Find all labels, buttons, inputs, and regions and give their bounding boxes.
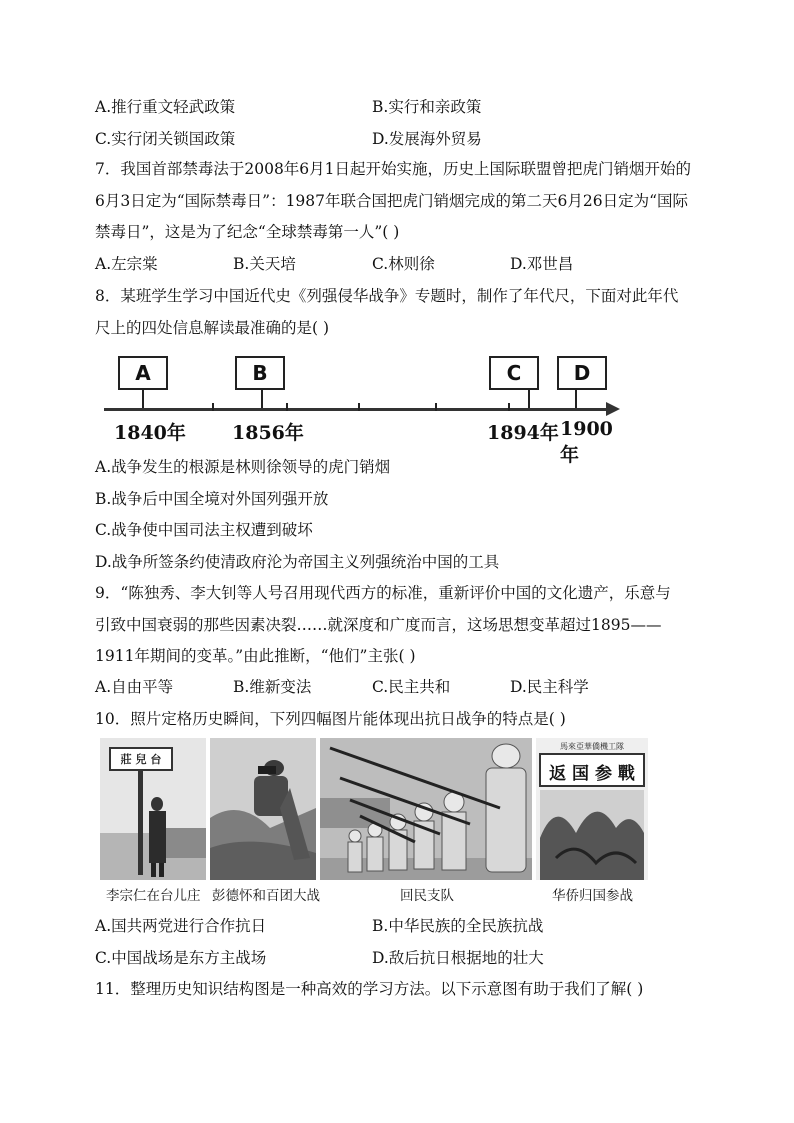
photo-caption-2: 彭德怀和百团大战 bbox=[212, 888, 320, 904]
minor-tick bbox=[435, 403, 437, 411]
photo4-header-text: 馬來亞華僑機工隊 bbox=[560, 742, 624, 751]
timeline-arrowhead bbox=[606, 402, 620, 416]
photo1-sign-text: 莊 兒 台 bbox=[120, 753, 162, 766]
connector-c bbox=[528, 390, 530, 408]
q8-stem-line2: 尺上的四处信息解读最准确的是( ) bbox=[95, 319, 330, 337]
q7-stem-line2: 6月3日定为“国际禁毒日”：1987年联合国把虎门销烟完成的第二天6月26日定为“国际 bbox=[95, 192, 689, 210]
q6-option-a: A.推行重文轻武政策 bbox=[95, 98, 236, 116]
photo-caption-3: 回民支队 bbox=[400, 888, 454, 904]
q7-option-d: D.邓世昌 bbox=[510, 255, 574, 273]
photo-overseas-chinese bbox=[536, 738, 648, 880]
q10-photo-strip bbox=[100, 738, 650, 908]
q7-option-c: C.林则徐 bbox=[372, 255, 435, 273]
connector-b bbox=[261, 390, 263, 408]
timeline-box-c: C bbox=[489, 356, 539, 390]
q9-stem-line1: 9．“陈独秀、李大钊等人号召用现代西方的标准，重新评价中国的文化遗产，乐意与 bbox=[95, 584, 671, 602]
q10-option-a: A.国共两党进行合作抗日 bbox=[95, 917, 267, 935]
q7-option-a: A.左宗棠 bbox=[95, 255, 158, 273]
minor-tick bbox=[508, 403, 510, 411]
q8-option-a: A.战争发生的根源是林则徐领导的虎门销烟 bbox=[95, 458, 391, 476]
timeline-box-b: B bbox=[235, 356, 285, 390]
photo4-title-text: 返 国 参 戰 bbox=[549, 764, 635, 784]
timeline-year-1894: 1894年 bbox=[487, 422, 559, 444]
q9-option-a: A.自由平等 bbox=[95, 678, 174, 696]
timeline-year-1900: 1900年 bbox=[560, 418, 613, 466]
photo-peng-dehuai bbox=[210, 738, 316, 880]
q10-option-d: D.敌后抗日根据地的壮大 bbox=[372, 949, 544, 967]
q9-stem-line2: 引致中国衰弱的那些因素决裂……就深度和广度而言，这场思想变革超过1895—— bbox=[95, 616, 662, 634]
photo-li-zongren bbox=[100, 738, 206, 880]
photo-caption-1: 李宗仁在台儿庄 bbox=[106, 888, 201, 904]
q6-option-c: C.实行闭关锁国政策 bbox=[95, 130, 236, 148]
photo-caption-4: 华侨归国参战 bbox=[552, 888, 633, 904]
q7-stem-line1: 7．我国首部禁毒法于2008年6月1日起开始实施，历史上国际联盟曾把虎门销烟开始的 bbox=[95, 160, 692, 178]
q7-stem-line3: 禁毒日”，这是为了纪念“全球禁毒第一人”( ) bbox=[95, 223, 400, 241]
timeline-box-d: D bbox=[557, 356, 607, 390]
q10-option-b: B.中华民族的全民族抗战 bbox=[372, 917, 544, 935]
photo-hui-min-detachment bbox=[320, 738, 532, 880]
connector-d bbox=[575, 390, 577, 408]
q8-stem-line1: 8．某班学生学习中国近代史《列强侵华战争》专题时，制作了年代尺，下面对此年代 bbox=[95, 287, 679, 305]
minor-tick bbox=[358, 403, 360, 411]
timeline-axis bbox=[104, 408, 610, 411]
q10-stem-line1: 10．照片定格历史瞬间，下列四幅图片能体现出抗日战争的特点是( ) bbox=[95, 710, 566, 728]
q8-option-b: B.战争后中国全境对外国列强开放 bbox=[95, 490, 329, 508]
q9-option-d: D.民主科学 bbox=[510, 678, 589, 696]
q9-option-b: B.维新变法 bbox=[233, 678, 312, 696]
q11-stem-line1: 11．整理历史知识结构图是一种高效的学习方法。以下示意图有助于我们了解( ) bbox=[95, 980, 644, 998]
q6-option-d: D.发展海外贸易 bbox=[372, 130, 482, 148]
q10-option-c: C.中国战场是东方主战场 bbox=[95, 949, 267, 967]
q6-option-b: B.实行和亲政策 bbox=[372, 98, 482, 116]
timeline-year-1856: 1856年 bbox=[232, 422, 304, 444]
q7-option-b: B.关天培 bbox=[233, 255, 296, 273]
minor-tick bbox=[212, 403, 214, 411]
timeline-box-a: A bbox=[118, 356, 168, 390]
timeline-year-1840: 1840年 bbox=[114, 422, 186, 444]
q8-option-c: C.战争使中国司法主权遭到破坏 bbox=[95, 521, 313, 539]
q9-option-c: C.民主共和 bbox=[372, 678, 451, 696]
timeline-figure bbox=[100, 352, 630, 466]
minor-tick bbox=[286, 403, 288, 411]
q8-option-d: D.战争所签条约使清政府沦为帝国主义列强统治中国的工具 bbox=[95, 553, 500, 571]
connector-a bbox=[142, 390, 144, 408]
q9-stem-line3: 1911年期间的变革。”由此推断，“他们”主张( ) bbox=[95, 647, 416, 665]
